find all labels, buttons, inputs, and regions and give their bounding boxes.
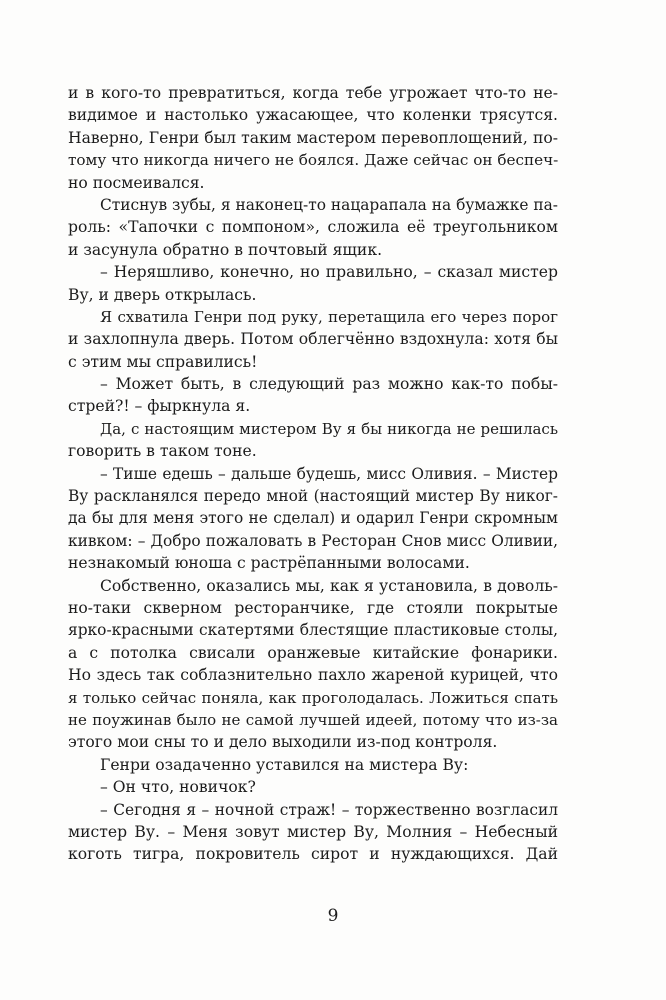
text-line: с этим мы справились! <box>68 352 258 371</box>
text-line: говорить в таком тоне. <box>68 442 257 461</box>
text-line: незнакомый юноша с растрёпанными волосами. <box>68 554 470 573</box>
text-line: – Неряшливо, конечно, но правильно, – сказал мистер <box>100 263 558 282</box>
text-line: и в кого-то превратиться, когда тебе угрожает что-то не- <box>68 84 558 102</box>
text-line: Наверно, Генри был таким мастером перевоплощений, по- <box>68 128 558 147</box>
text-line: но посмеивался. <box>68 173 205 192</box>
text-line: коготь тигра, покровитель сирот и нуждающихся. Дай <box>68 845 558 864</box>
text-line: Я схватила Генри под руку, перетащила его через порог <box>100 307 558 326</box>
text-line: – Может быть, в следующий раз можно как-то побы- <box>100 375 558 394</box>
text-line: да бы для меня этого не сделал) и одарил Генри скромным <box>68 509 558 528</box>
text-line: Стиснув зубы, я наконец-то нацарапала на бумажке па- <box>100 195 558 214</box>
text-line: видимое и настолько ужасающее, что коленки трясутся. <box>68 106 558 125</box>
text-line: стрей?! – фыркнула я. <box>68 397 251 416</box>
text-line: а с потолка свисали оранжевые китайские фонарики. <box>68 643 558 662</box>
body-text <box>68 82 558 866</box>
text-line: Но здесь так соблазнительно пахло жареной курицей, что <box>68 666 558 685</box>
text-line: Да, с настоящим мистером Ву я бы никогда не решилась <box>100 419 558 438</box>
text-line: мистер Ву. – Меня зовут мистер Ву, Молния – Небесный <box>68 822 558 841</box>
text-line: Собственно, оказались мы, как я установила, в доволь- <box>100 576 558 595</box>
text-line: Генри озадаченно уставился на мистера Ву: <box>100 755 469 774</box>
text-line: я только сейчас поняла, как проголодалась. Ложиться спать <box>68 688 558 707</box>
text-line: тому что никогда ничего не боялся. Даже сейчас он беспеч- <box>68 151 559 170</box>
text-line: и засунула обратно в почтовый ящик. <box>68 240 383 259</box>
text-line: Ву раскланялся передо мной (настоящий мистер Ву никог- <box>68 487 558 506</box>
text-line: ярко-красными скатертями блестящие пластиковые столы, <box>68 621 558 640</box>
text-line: этого мои сны то и дело выходили из-под контроля. <box>68 733 498 752</box>
text-line: – Сегодня я – ночной страж! – торжественно возгласил <box>100 800 558 819</box>
text-line: Ву, и дверь открылась. <box>68 285 257 304</box>
text-line: роль: «Тапочки с помпоном», сложила её треугольником <box>68 218 558 237</box>
page-number: 9 <box>327 906 339 926</box>
text-line: – Тише едешь – дальше будешь, мисс Оливия. – Мистер <box>100 464 558 483</box>
text-line: не поужинав было не самой лучшей идеей, потому что из-за <box>68 710 558 729</box>
text-line: кивком: – Добро пожаловать в Ресторан Снов мисс Оливии, <box>68 531 558 550</box>
text-line: – Он что, новичок? <box>100 778 256 797</box>
text-line: но-таки скверном ресторанчике, где стояли покрытые <box>68 598 558 617</box>
text-line: и захлопнула дверь. Потом облегчённо вздохнула: хотя бы <box>68 330 558 349</box>
